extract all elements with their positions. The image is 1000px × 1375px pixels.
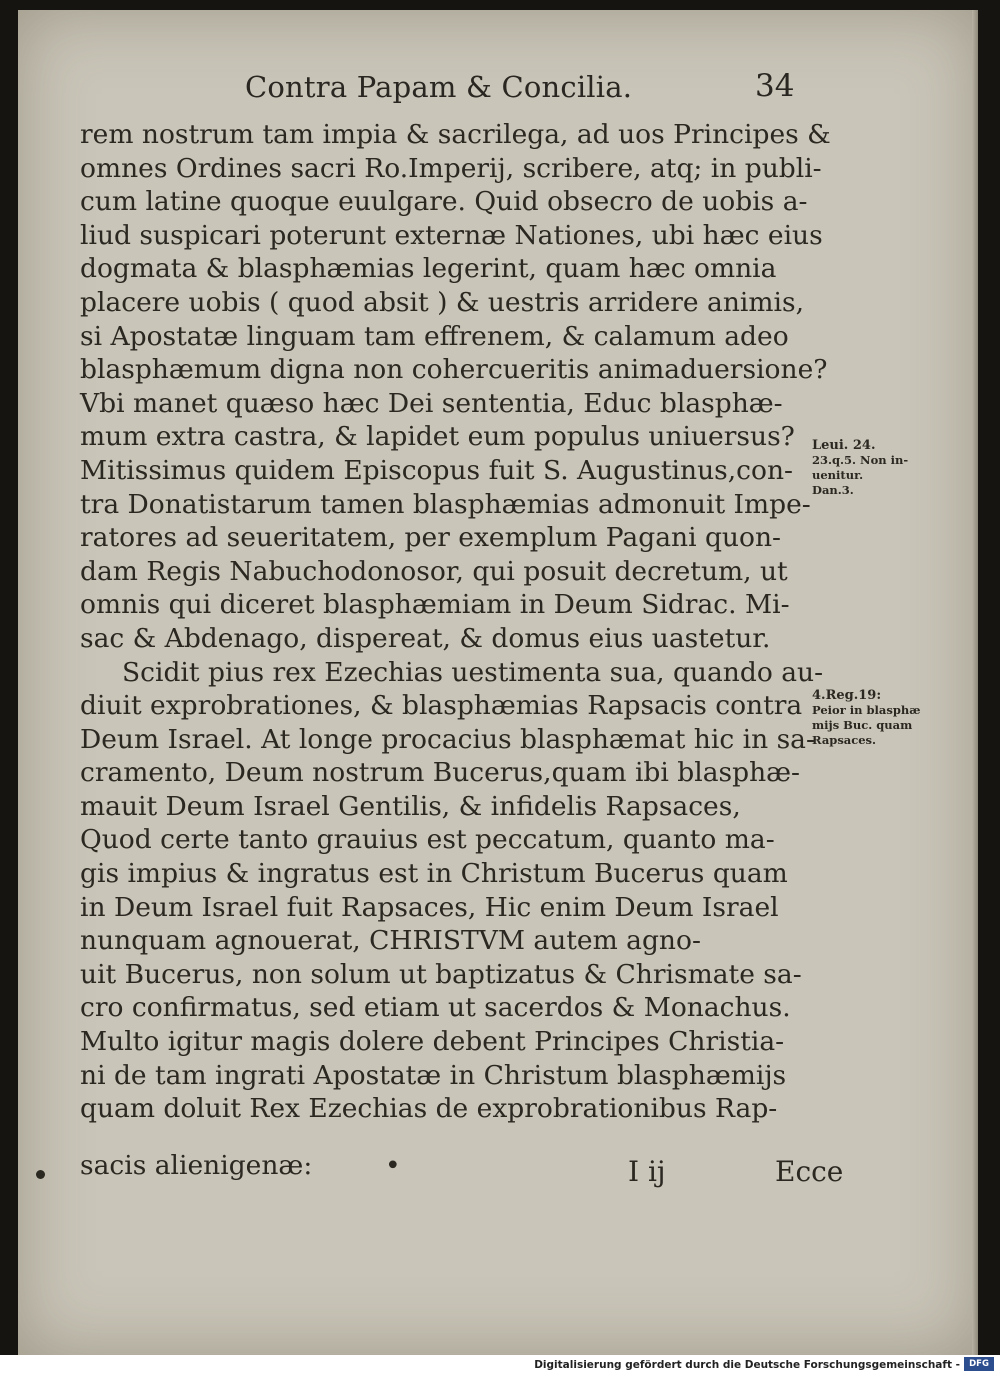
body-text <box>80 118 831 1126</box>
text-line: ni de tam ingrati Apostatæ in Christum blasphæmijs <box>80 1059 787 1091</box>
text-line: cro confirmatus, sed etiam ut sacerdos & Monachus. <box>80 992 791 1024</box>
text-line: tra Donatistarum tamen blasphæmias admonuit Impe- <box>80 488 811 520</box>
text-line: blasphæmum digna non cohercueritis animaduersione? <box>80 354 828 386</box>
text-line: gis impius & ingratus est in Christum Bucerus quam <box>80 858 788 890</box>
text-line: cum latine quoque euulgare. Quid obsecro de uobis a- <box>80 186 808 218</box>
text-line: nunquam agnouerat, CHRISTVM autem agno- <box>80 925 701 957</box>
catchword: Ecce <box>775 1155 844 1188</box>
text-line: rem nostrum tam impia & sacrilega, ad uos Principes & <box>80 119 831 150</box>
text-line: dogmata & blasphæmias legerint, quam hæc omnia <box>80 253 777 285</box>
text-line: dam Regis Nabuchodonosor, qui posuit decretum, ut <box>80 555 788 587</box>
text-line: mum extra castra, & lapidet eum populus uniuersus? <box>80 421 795 453</box>
marginal-line: Peior in blasphæ <box>812 703 921 717</box>
marginal-line: Dan.3. <box>812 483 854 497</box>
dot-mark: • <box>385 1150 401 1181</box>
marginal-note-1 <box>812 438 962 498</box>
text-line: omnes Ordines sacri Ro.Imperij, scribere, atq; in publi- <box>80 152 822 184</box>
text-line: mauit Deum Israel Gentilis, & infidelis Rapsaces, <box>80 790 741 822</box>
text-line: ratores ad seueritatem, per exemplum Pagani quon- <box>80 522 781 554</box>
text-line: Quod certe tanto grauius est peccatum, quanto ma- <box>80 824 775 856</box>
marginal-line: 23.q.5. Non in- <box>812 453 909 467</box>
dfg-logo: DFG <box>964 1357 994 1371</box>
text-line: diuit exprobrationes, & blasphæmias Rapsacis contra <box>80 690 803 722</box>
running-head: Contra Papam & Concilia. <box>245 70 633 104</box>
text-line: Mitissimus quidem Episcopus fuit S. Augustinus,con- <box>80 454 793 486</box>
text-line: cramento, Deum nostrum Bucerus,quam ibi blasphæ- <box>80 757 801 789</box>
text-line: sac & Abdenago, dispereat, & domus eius uastetur. <box>80 622 771 654</box>
text-line: liud suspicari poterunt externæ Nationes, ubi hæc eius <box>80 219 823 251</box>
signature-mark: I ij <box>628 1155 666 1188</box>
text-line: Vbi manet quæso hæc Dei sententia, Educ blasphæ- <box>80 387 783 419</box>
ink-dot <box>36 1170 45 1179</box>
marginal-line: Rapsaces. <box>812 733 877 747</box>
text-line: uit Bucerus, non solum ut baptizatus & Chrismate sa- <box>80 958 802 990</box>
marginal-line: uenitur. <box>812 468 864 482</box>
marginal-line: Leui. 24. <box>812 438 876 453</box>
text-line: in Deum Israel fuit Rapsaces, Hic enim Deum Israel <box>80 891 779 923</box>
text-line: omnis qui diceret blasphæmiam in Deum Sidrac. Mi- <box>80 589 790 621</box>
marginal-line: 4.Reg.19: <box>812 688 882 703</box>
page-edge <box>972 10 978 1355</box>
marginal-line: mijs Buc. quam <box>812 718 913 732</box>
footer-credit: Digitalisierung gefördert durch die Deutsche Forschungsgemeinschaft - <box>534 1359 960 1371</box>
text-line: quam doluit Rex Ezechias de exprobrationibus Rap- <box>80 1093 778 1125</box>
marginal-note-2 <box>812 688 962 748</box>
text-line: placere uobis ( quod absit ) & uestris arridere animis, <box>80 286 805 318</box>
paragraph-start-line: Scidit pius rex Ezechias uestimenta sua, quando au- <box>122 656 824 688</box>
text-line: si Apostatæ linguam tam effrenem, & calamum adeo <box>80 320 789 352</box>
last-text-line: sacis alienigenæ: <box>80 1150 313 1181</box>
text-line: Deum Israel. At longe procacius blasphæmat hic in sa- <box>80 723 815 755</box>
page-number: 34 <box>755 68 795 104</box>
text-line: Multo igitur magis dolere debent Principes Christia- <box>80 1026 785 1058</box>
